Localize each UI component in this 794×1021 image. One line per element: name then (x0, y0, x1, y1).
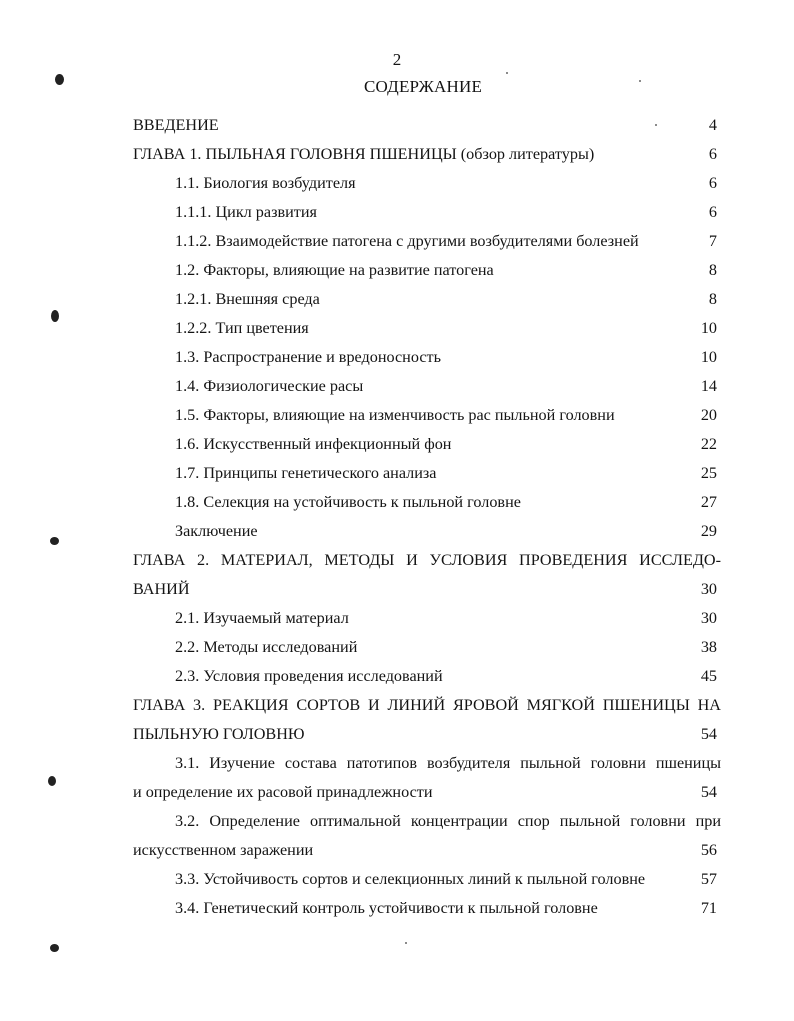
toc-entry-page: 57 (700, 870, 717, 888)
toc-entry-conclusion[interactable] (175, 520, 717, 542)
scan-speck (405, 942, 407, 944)
toc-entry-page: 20 (700, 406, 717, 424)
toc-entry-2-2[interactable] (175, 636, 717, 658)
toc-entry-1-2-1[interactable] (175, 288, 717, 310)
toc-entry-introduction[interactable] (133, 114, 717, 136)
toc-entry-label: 1.8. Селекция на устойчивость к пыльной головне (175, 493, 521, 511)
toc-entry-page: 27 (700, 493, 717, 511)
toc-entry-1-8[interactable] (175, 491, 717, 513)
toc-entry-page: 54 (700, 725, 717, 743)
toc-entry-page: 14 (700, 377, 717, 395)
toc-entry-label: 1.1.2. Взаимодействие патогена с другими возбудителями болезней (175, 232, 639, 250)
toc-entry-page: 30 (700, 580, 717, 598)
toc-entry-page: 30 (700, 609, 717, 627)
toc-entry-1-1[interactable] (175, 172, 717, 194)
toc-entry-2-3[interactable] (175, 665, 717, 687)
toc-entry-chapter-2[interactable] (133, 549, 721, 571)
page-title: СОДЕРЖАНИЕ (364, 77, 483, 96)
toc-entry-page: 6 (708, 203, 717, 221)
toc-entry-1-2[interactable] (175, 259, 717, 281)
toc-entry-label: ГЛАВА 1. ПЫЛЬНАЯ ГОЛОВНЯ ПШЕНИЦЫ (обзор литературы) (133, 145, 595, 163)
toc-entry-label: Заключение (175, 522, 258, 540)
toc-entry-chapter-3[interactable] (133, 694, 721, 716)
toc-entry-label: 3.3. Устойчивость сортов и селекционных линий к пыльной головне (175, 870, 646, 888)
toc-entry-label: 3.1. Изучение состава патотипов возбудителя пыльной головни пшеницы (175, 754, 721, 772)
scan-mark (50, 944, 59, 952)
toc-entry-label: 1.1.1. Цикл развития (175, 203, 317, 221)
scan-mark (48, 776, 56, 786)
toc-entry-label: 3.2. Определение оптимальной концентрации спор пыльной головни при (175, 812, 721, 830)
toc-entry-page: 45 (700, 667, 717, 685)
scan-speck (655, 124, 657, 126)
toc-entry-2-1[interactable] (175, 607, 717, 629)
scan-mark (55, 74, 64, 85)
toc-entry-label: 2.2. Методы исследований (175, 638, 358, 656)
toc-entry-1-1-1[interactable] (175, 201, 717, 223)
toc-entry-label: ГЛАВА 2. МАТЕРИАЛ, МЕТОДЫ И УСЛОВИЯ ПРОВЕДЕНИЯ ИССЛЕДО- (133, 551, 721, 569)
toc-entry-label: 1.2.1. Внешняя среда (175, 290, 320, 308)
toc-entry-label: ПЫЛЬНУЮ ГОЛОВНЮ (133, 725, 305, 743)
toc-entry-label: 3.4. Генетический контроль устойчивости к пыльной головне (175, 899, 598, 917)
scan-mark (50, 537, 59, 545)
toc-entry-page: 8 (708, 290, 717, 308)
toc-entry-1-7[interactable] (175, 462, 717, 484)
toc-entry-1-2-2[interactable] (175, 317, 717, 339)
toc-entry-3-1[interactable] (175, 752, 721, 774)
toc-entry-label: ГЛАВА 3. РЕАКЦИЯ СОРТОВ И ЛИНИЙ ЯРОВОЙ МЯГКОЙ ПШЕНИЦЫ НА (133, 696, 721, 714)
toc-entry-page: 7 (708, 232, 717, 250)
toc-entry-page: 10 (700, 348, 717, 366)
toc-entry-label: и определение их расовой принадлежности (133, 783, 433, 801)
toc-entry-chapter-2-cont[interactable] (133, 578, 717, 600)
toc-entry-page: 10 (700, 319, 717, 337)
toc-entry-label: 1.6. Искусственный инфекционный фон (175, 435, 452, 453)
toc-entry-3-1-cont[interactable] (133, 781, 717, 803)
toc-entry-page: 56 (700, 841, 717, 859)
toc-entry-label: ВВЕДЕНИЕ (133, 116, 219, 134)
toc-entry-label: 1.1. Биология возбудителя (175, 174, 356, 192)
scan-speck (639, 80, 641, 82)
toc-entry-label: 1.7. Принципы генетического анализа (175, 464, 437, 482)
toc-entry-chapter-3-cont[interactable] (133, 723, 717, 745)
toc-entry-label: 1.4. Физиологические расы (175, 377, 364, 395)
toc-entry-1-4[interactable] (175, 375, 717, 397)
toc-entry-label: ВАНИЙ (133, 580, 190, 598)
toc-entry-label: 1.3. Распространение и вредоносность (175, 348, 441, 366)
toc-entry-label: 2.3. Условия проведения исследований (175, 667, 443, 685)
toc-entry-page: 8 (708, 261, 717, 279)
toc-entry-1-3[interactable] (175, 346, 717, 368)
toc-entry-1-6[interactable] (175, 433, 717, 455)
toc-entry-label: 2.1. Изучаемый материал (175, 609, 349, 627)
page-number: 2 (392, 50, 402, 69)
toc-entry-1-1-2[interactable] (175, 230, 717, 252)
toc-entry-1-5[interactable] (175, 404, 717, 426)
toc-entry-page: 25 (700, 464, 717, 482)
toc-entry-3-3[interactable] (175, 868, 717, 890)
toc-entry-label: 1.5. Факторы, влияющие на изменчивость рас пыльной головни (175, 406, 615, 424)
scan-speck (506, 72, 508, 74)
scan-mark (51, 310, 59, 322)
toc-entry-page: 4 (708, 116, 717, 134)
toc-entry-page: 54 (700, 783, 717, 801)
toc-entry-3-4[interactable] (175, 897, 717, 919)
toc-entry-page: 29 (700, 522, 717, 540)
toc-entry-3-2-cont[interactable] (133, 839, 717, 861)
toc-entry-page: 6 (708, 145, 717, 163)
toc-entry-page: 38 (700, 638, 717, 656)
toc-entry-3-2[interactable] (175, 810, 721, 832)
toc-entry-page: 6 (708, 174, 717, 192)
toc-entry-label: искусственном заражении (133, 841, 314, 859)
toc-entry-page: 71 (700, 899, 717, 917)
toc-entry-label: 1.2.2. Тип цветения (175, 319, 309, 337)
toc-entry-chapter-1[interactable] (133, 143, 717, 165)
toc-entry-label: 1.2. Факторы, влияющие на развитие патогена (175, 261, 494, 279)
toc-entry-page: 22 (700, 435, 717, 453)
